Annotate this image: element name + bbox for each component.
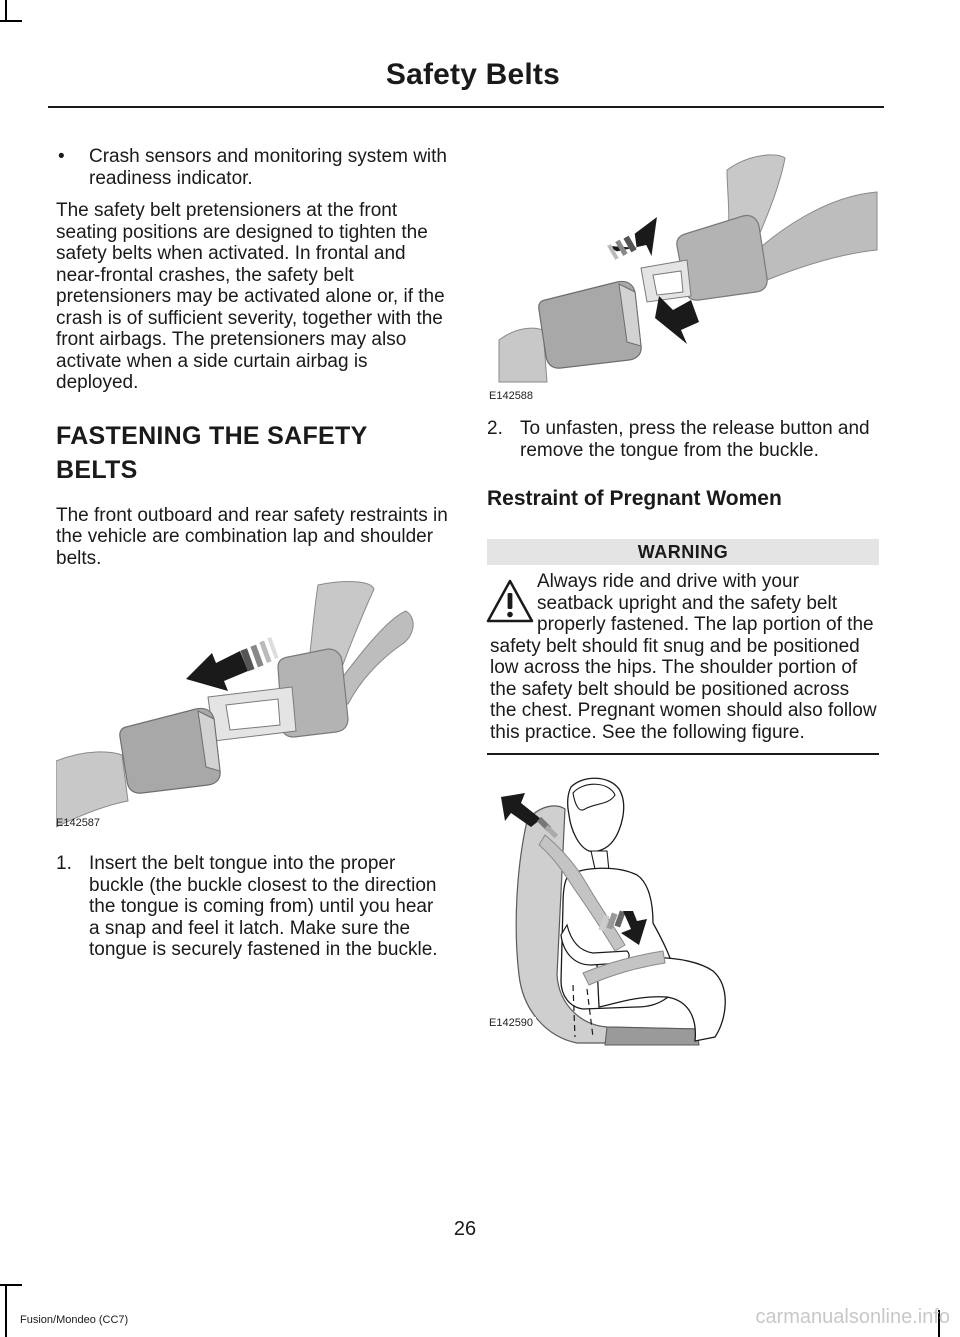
- watermark: carmanualsonline.info: [755, 1306, 950, 1328]
- left-column: [56, 146, 448, 961]
- crop-mark-top-left-v: [5, 0, 7, 22]
- combination-belts-paragraph: The front outboard and rear safety restraints in the vehicle are combination lap and shoulder belts.: [56, 504, 448, 569]
- page-number: 26: [453, 1218, 477, 1240]
- bullet-item: [56, 146, 448, 189]
- step-1-number: 1.: [56, 853, 72, 874]
- warning-box: [487, 539, 879, 755]
- right-column: [487, 150, 879, 1047]
- bullet-text: Crash sensors and monitoring system with readiness indicator.: [89, 146, 447, 189]
- bullet-marker: •: [58, 146, 65, 167]
- warning-triangle-icon: [485, 577, 535, 625]
- warning-label: WARNING: [487, 539, 879, 565]
- figure-code: E142590: [489, 1017, 536, 1029]
- buckle-release-illustration: [487, 150, 879, 390]
- figure-code: E142588: [489, 390, 534, 402]
- figure-pregnant-woman: [487, 775, 879, 1047]
- press-release-arrow: [655, 296, 699, 344]
- subsection-heading: Restraint of Pregnant Women: [487, 487, 782, 510]
- pull-direction-arrow: [603, 217, 667, 267]
- header-rule: [48, 106, 884, 108]
- warning-text: Always ride and drive with your seatback upright and the safety belt properly fastened. The lap portion of the safety belt should fit snug and be positioned low across the hips. The shoulder portion of the safety belt should be positioned across the chest. Pregnant women should also follow this practice. See the following figure.: [490, 571, 877, 743]
- crop-mark-bottom-left-h: [0, 1284, 22, 1286]
- buckle-insert-illustration: [56, 579, 448, 829]
- pregnant-woman-belt-illustration: [487, 775, 879, 1047]
- pretensioner-paragraph: The safety belt pretensioners at the front seating positions are designed to tighten the safety belts when activated. In frontal and near-frontal crashes, the safety belt pretensioners may be activated alone or, if the crash is of sufficient severity, together with the front airbags. The pretensioners may also activate when a side curtain airbag is deployed.: [56, 200, 445, 393]
- step-1-text: Insert the belt tongue into the proper buckle (the buckle closest to the direction the tongue is coming from) until you hear a snap and feel it latch. Make sure the tongue is securely fastened in the buckle.: [89, 853, 438, 960]
- figure-insert-tongue: [56, 579, 448, 829]
- figure-code: E142587: [56, 817, 101, 829]
- step-1: [56, 853, 448, 961]
- warning-body: [487, 571, 879, 743]
- section-heading-line2: BELTS: [56, 455, 138, 484]
- crop-mark-top-left-h: [0, 20, 22, 22]
- page-header-title: [0, 58, 930, 92]
- step-2-number: 2.: [487, 418, 503, 439]
- footer-model: Fusion/Mondeo (CC7): [20, 1314, 129, 1326]
- step-2-text: To unfasten, press the release button and remove the tongue from the buckle.: [520, 418, 870, 461]
- crop-mark-bottom-left-v: [5, 1284, 7, 1337]
- step-2: [487, 418, 879, 461]
- section-heading: [56, 420, 448, 487]
- insert-direction-arrow: [186, 637, 279, 691]
- warning-rule: [487, 753, 879, 755]
- page-title: Safety Belts: [385, 58, 560, 91]
- section-heading-line1: FASTENING THE SAFETY: [56, 421, 368, 450]
- figure-release-buckle: [487, 150, 879, 404]
